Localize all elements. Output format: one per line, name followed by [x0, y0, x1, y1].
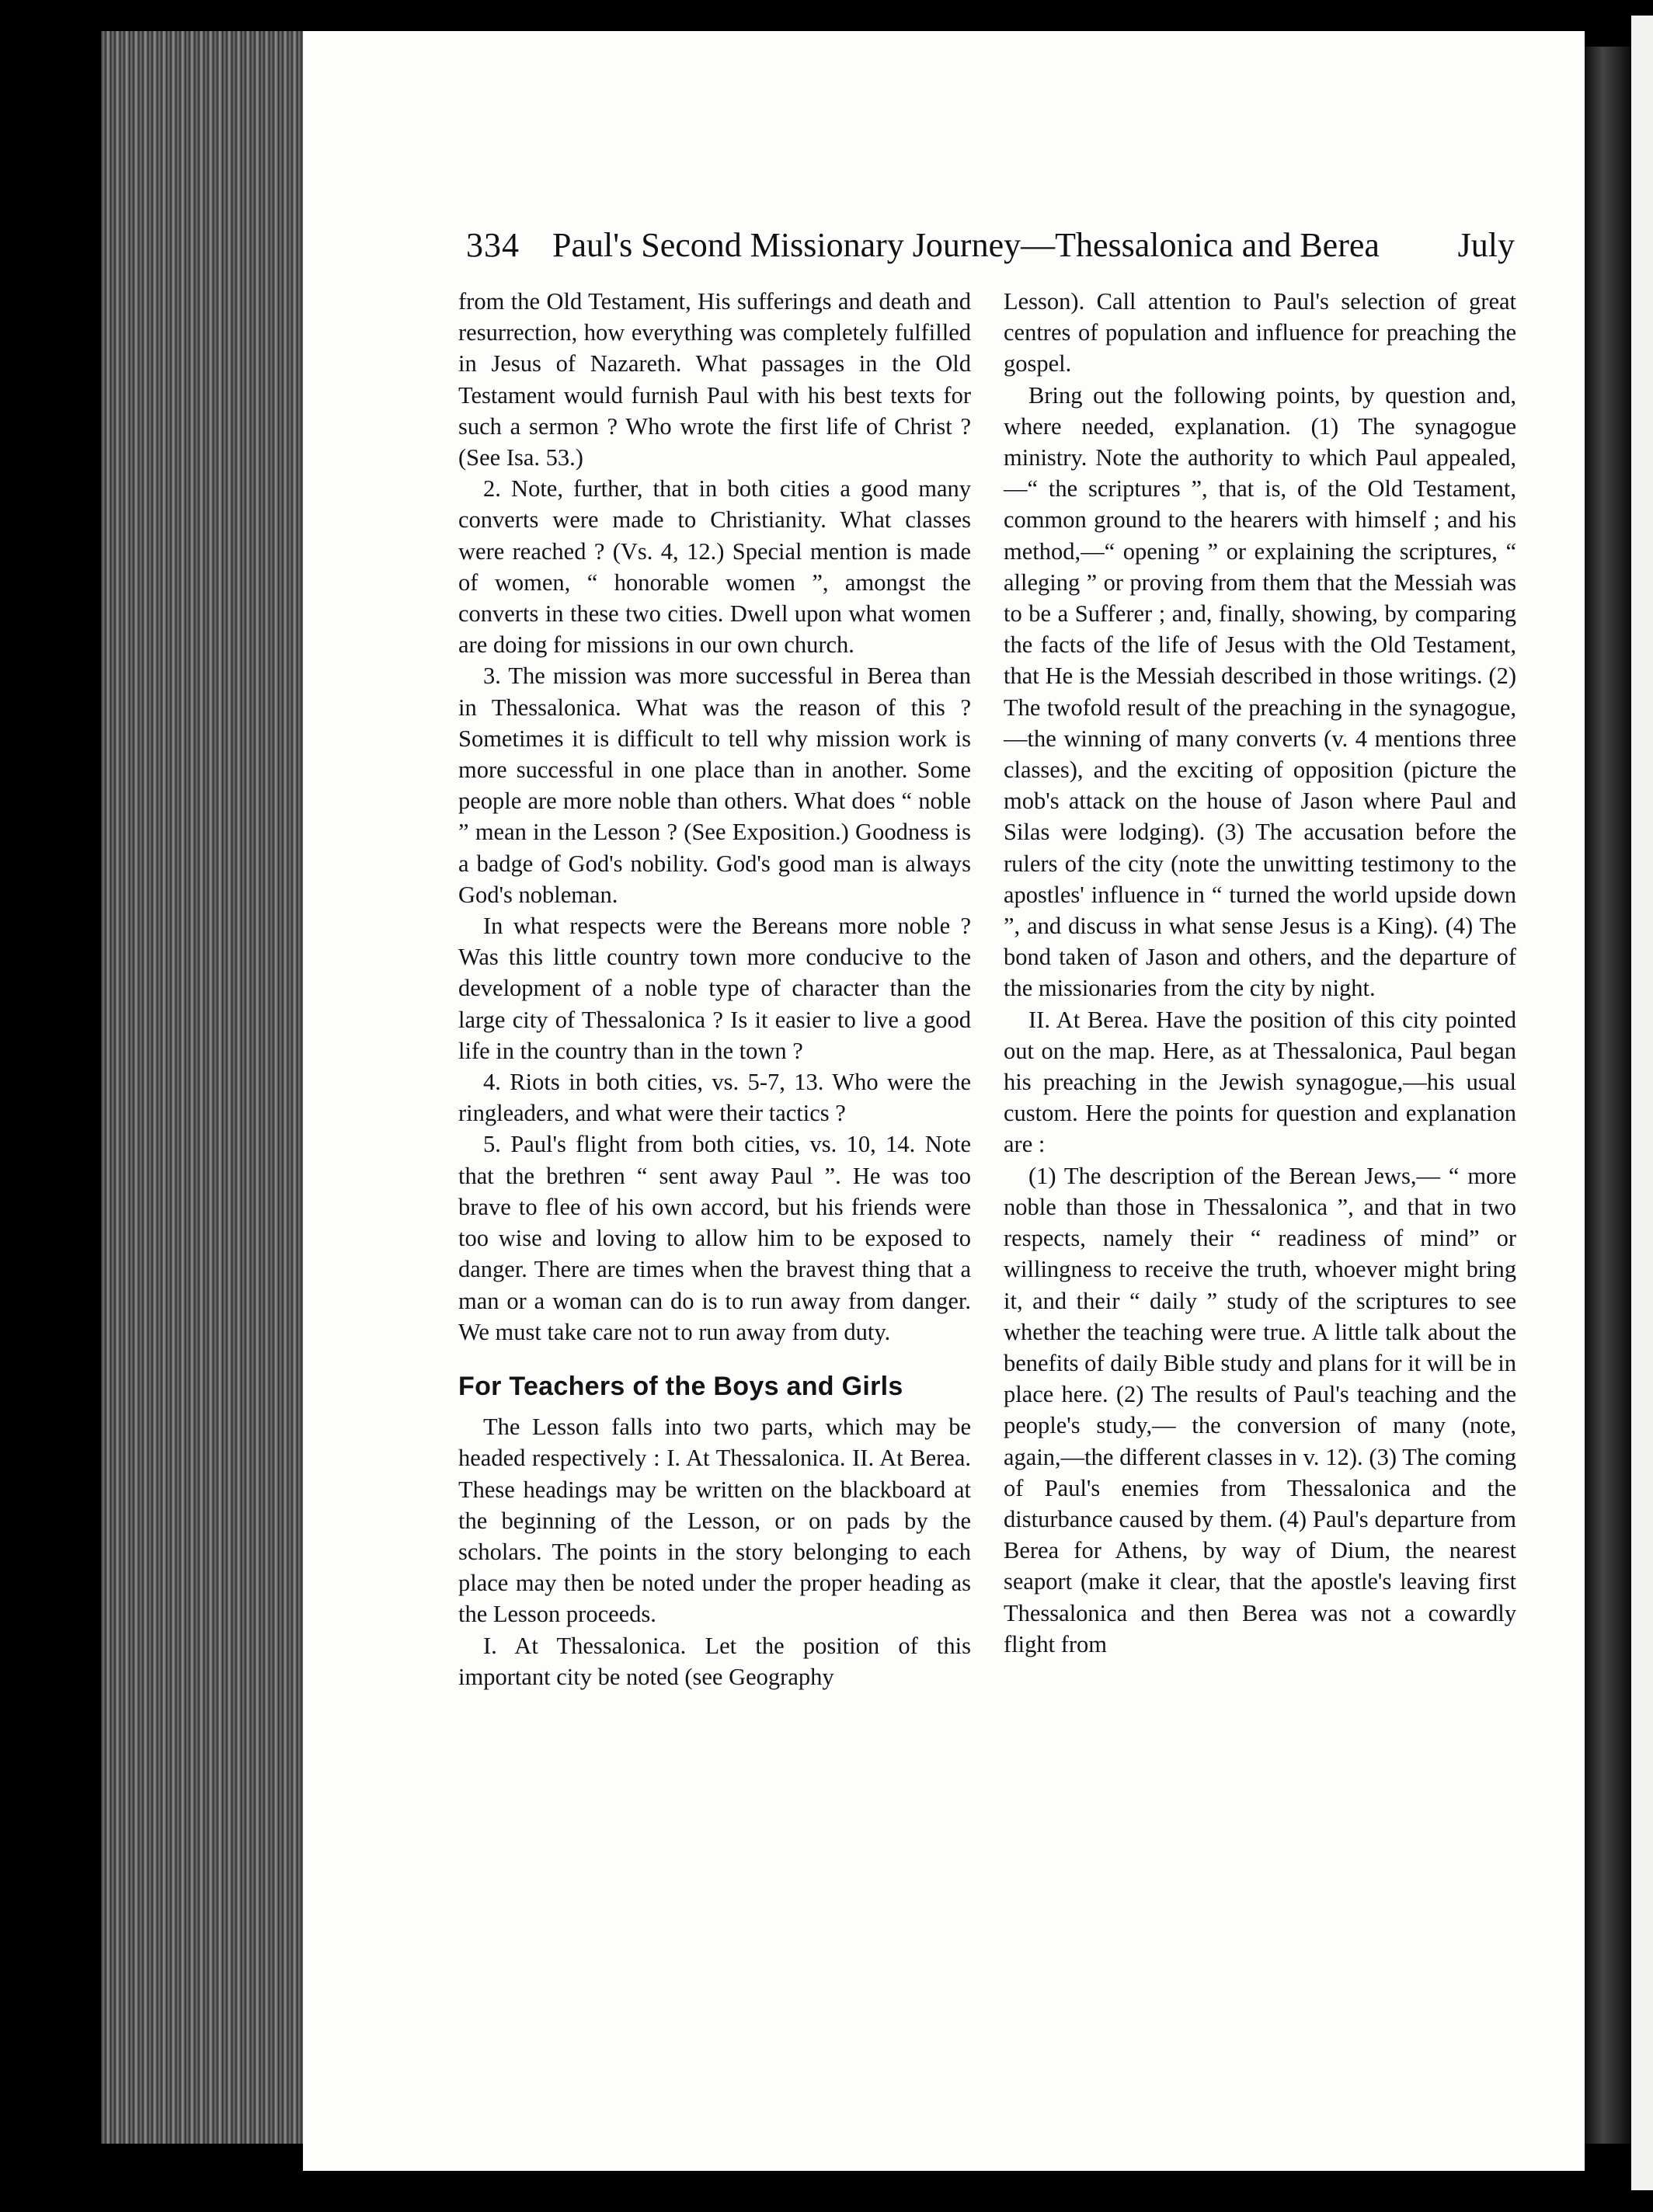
- paragraph: The Lesson falls into two parts, which may be headed respectively : I. At Thessalonica. II. At Berea. These headings may be written on the blackboard at the beginning of the Lesson, or on pads by the scholars. The points in the story belonging to each place may then be noted under the proper heading as the Lesson proceeds.: [458, 1414, 971, 1628]
- paragraph: 5. Paul's flight from both cities, vs. 10, 14. Note that the brethren “ sent away Paul ”. He was too brave to flee of his own accord, but his friends were too wise and loving to allow him to be exposed to danger. There are times when the bravest thing that a man or a woman can do is to run away from danger. We must take care not to run away from duty.: [458, 1131, 971, 1345]
- running-title: Paul's Second Missionary Journey—Thessalonica and Berea: [552, 226, 1380, 264]
- running-month: July: [1457, 226, 1515, 264]
- paragraph: 3. The mission was more successful in Berea than in Thessalonica. What was the reason of this ? Sometimes it is difficult to tell why mission work is more successful in one place than in another. Some people are more noble than others. What does “ noble ” mean in the Lesson ? (See Exposition.) Goodness is a badge of God's nobility. God's good man is always God's nobleman.: [458, 663, 971, 908]
- paragraph: I. At Thessalonica. Let the position of this important city be noted (see Geography: [458, 1632, 971, 1690]
- paragraph: 2. Note, further, that in both cities a good many converts were made to Christianity. What classes were reached ? (Vs. 4, 12.) Special mention is made of women, “ honorable women ”, amongst the converts in these two cities. Dwell upon what women are doing for missions in our own church.: [458, 475, 971, 659]
- book-page-edges: [101, 31, 311, 2144]
- right-column: [1004, 286, 1516, 1660]
- section-heading: For Teachers of the Boys and Girls: [458, 1371, 903, 1401]
- paragraph: Bring out the following points, by question and, where needed, explanation. (1) The synagogue ministry. Note the authority to which Paul appealed,—“ the scriptures ”, that is, of the Old Testament, common ground to the hearers with himself ; and his method,—“ opening ” or explaining the scriptures, “ alleging ” or proving from them that the Messiah was to be a Sufferer ; and, finally, showing, by comparing the facts of the life of Jesus with the Old Testament, that He is the Messiah described in those writings. (2) The twofold result of the preaching in the synagogue,—the winning of many converts (v. 4 mentions three classes), and the exciting of opposition (picture the mob's attack on the house of Jason where Paul and Silas were lodging). (3) The accusation before the rulers of the city (note the unwitting testimony to the apostles' influence in “ turned the world upside down ”, and discuss in what sense Jesus is a King). (4) The bond taken of Jason and others, and the departure of the missionaries from the city by night.: [1004, 381, 1516, 1002]
- facing-page-edge: [1631, 16, 1653, 2190]
- paragraph: II. At Berea. Have the position of this city pointed out on the map. Here, as at Thessalonica, Paul began his preaching in the Jewish synagogue,—his usual custom. Here the points for question and explanation are :: [1004, 1006, 1516, 1158]
- paragraph: from the Old Testament, His sufferings and death and resurrection, how everything was completely fulfilled in Jesus of Nazareth. What passages in the Old Testament would furnish Paul with his best texts for such a sermon ? Who wrote the first life of Christ ? (See Isa. 53.): [458, 288, 971, 471]
- paragraph: 4. Riots in both cities, vs. 5-7, 13. Who were the ringleaders, and what were their tactics ?: [458, 1069, 971, 1127]
- running-head: [466, 225, 1515, 280]
- page-number: 334: [466, 226, 520, 264]
- left-column: [458, 286, 971, 1692]
- paragraph: Lesson). Call attention to Paul's selection of great centres of population and influence for preaching the gospel.: [1004, 288, 1516, 377]
- paragraph: In what respects were the Bereans more noble ? Was this little country town more conducive to the development of a noble type of character than the large city of Thessalonica ? Is it easier to live a good life in the country than in the town ?: [458, 913, 971, 1064]
- paragraph: (1) The description of the Berean Jews,— “ more noble than those in Thessalonica ”, and that in two respects, namely their “ readiness of mind” or willingness to receive the truth, whoever might bring it, and their “ daily ” study of the scriptures to see whether the teaching were true. A little talk about the benefits of daily Bible study and plans for it will be in place here. (2) The results of Paul's teaching and the people's study,— the conversion of many (note, again,—the different classes in v. 12). (3) The coming of Paul's enemies from Thessalonica and the disturbance caused by them. (4) Paul's departure from Berea for Athens, by way of Dium, the nearest seaport (make it clear, that the apostle's leaving first Thessalonica and then Berea was not a cowardly flight from: [1004, 1162, 1516, 1657]
- book-gutter-shadow: [1585, 47, 1631, 2144]
